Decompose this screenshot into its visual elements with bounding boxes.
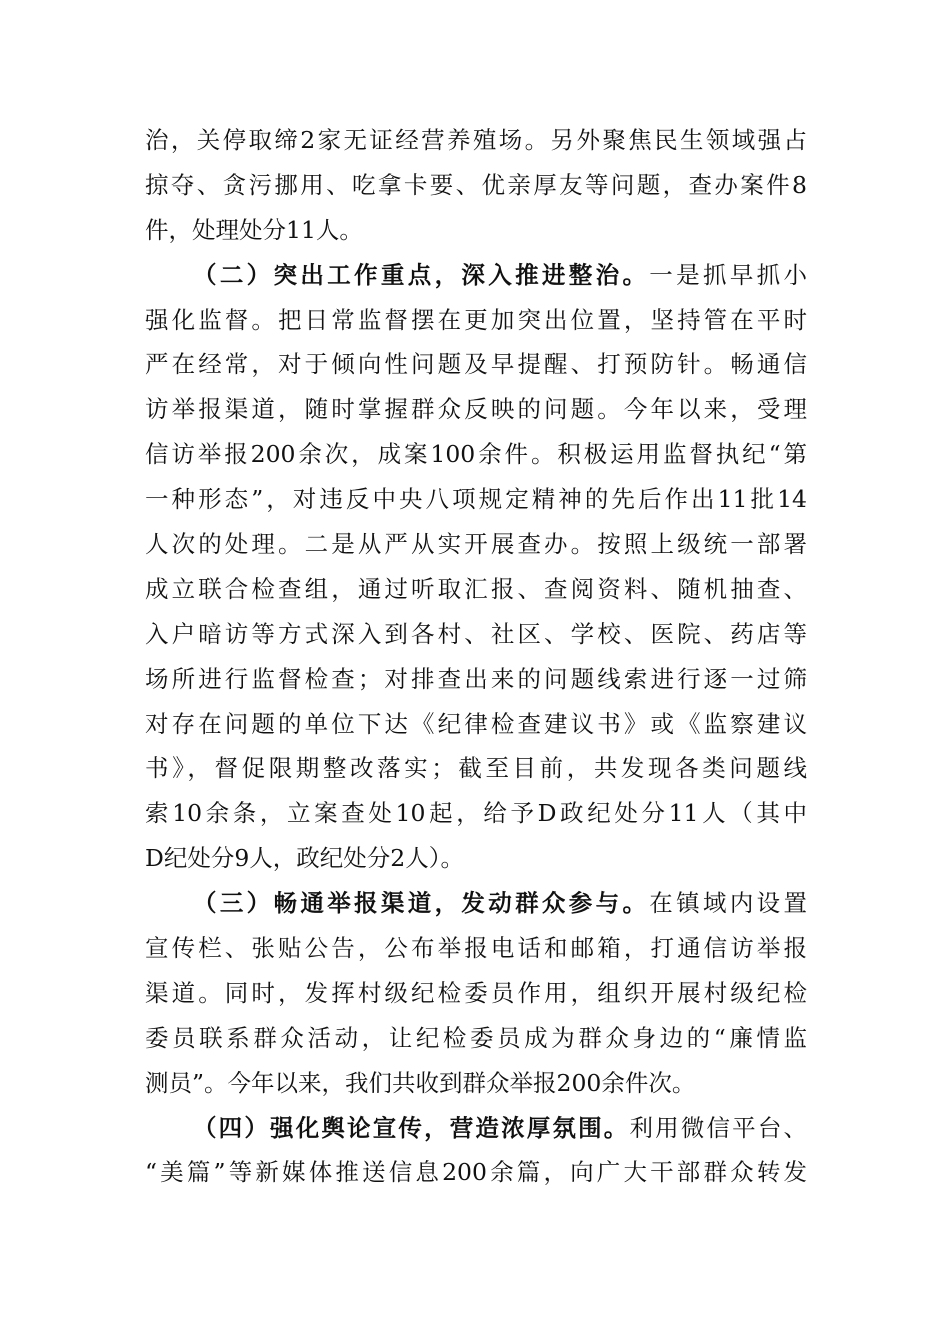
- line-text: 成立联合检查组，通过听取汇报、查阅资料、随机抽查、: [145, 574, 807, 603]
- section-heading: （三）畅通举报渠道，发动群众参与。: [193, 889, 650, 918]
- line-text: 治，关停取缔2家无证经营养殖场。另外聚焦民生领域强占: [145, 126, 807, 154]
- text-line: [145, 387, 807, 432]
- line-text: 委员联系群众活动，让纪检委员成为群众身边的“廉情监: [145, 1023, 807, 1052]
- line-text: 索10余条，立案查处10起，给予D政纪处分11人（其中: [145, 799, 807, 828]
- document-body: [145, 118, 807, 1195]
- line-text: 入户暗访等方式深入到各村、社区、学校、医院、药店等: [145, 619, 807, 648]
- paragraph-heading-line: [145, 1106, 807, 1151]
- line-text: 场所进行监督检查；对排查出来的问题线索进行逐一过筛: [145, 664, 807, 693]
- line-text: 严在经常，对于倾向性问题及早提醒、打预防针。畅通信: [145, 350, 807, 379]
- line-text: 强化监督。把日常监督摆在更加突出位置，坚持管在平时: [145, 305, 807, 334]
- text-line: [145, 208, 807, 253]
- text-line: [145, 926, 807, 971]
- line-text: 一种形态”，对违反中央八项规定精神的先后作出11批14: [145, 485, 807, 514]
- paragraph-heading-line: [145, 881, 807, 926]
- line-text: 访举报渠道，随时掌握群众反映的问题。今年以来，受理: [145, 395, 807, 424]
- paragraph-heading-line: [145, 253, 807, 298]
- text-line: [145, 522, 807, 567]
- text-line: [145, 1061, 807, 1106]
- text-line: [145, 971, 807, 1016]
- text-line: [145, 477, 807, 522]
- line-text: 书》，督促限期整改落实；截至目前，共发现各类问题线: [145, 754, 807, 783]
- text-line: [145, 163, 807, 208]
- line-text: 测员”。今年以来，我们共收到群众举报200余件次。: [145, 1068, 696, 1097]
- line-text: 渠道。同时，发挥村级纪检委员作用，组织开展村级纪检: [145, 978, 807, 1007]
- text-line: [145, 791, 807, 836]
- text-line: [145, 836, 807, 881]
- line-text: 一是抓早抓小: [649, 260, 808, 289]
- text-line: [145, 1150, 807, 1195]
- text-line: [145, 746, 807, 791]
- text-line: [145, 118, 807, 163]
- line-text: 掠夺、贪污挪用、吃拿卡要、优亲厚友等问题，查办案件8: [145, 170, 807, 199]
- text-line: [145, 657, 807, 702]
- line-text: 利用微信平台、: [629, 1113, 808, 1142]
- text-line: [145, 702, 807, 747]
- text-line: [145, 298, 807, 343]
- text-line: [145, 567, 807, 612]
- text-line: [145, 1016, 807, 1061]
- section-heading: （二）突出工作重点，深入推进整治。: [193, 260, 650, 289]
- line-text: 对存在问题的单位下达《纪律检查建议书》或《监察建议: [145, 709, 807, 738]
- text-line: [145, 612, 807, 657]
- line-text: 件，处理处分11人。: [145, 215, 363, 244]
- text-line: [145, 342, 807, 387]
- line-text: 宣传栏、张贴公告，公布举报电话和邮箱，打通信访举报: [145, 934, 807, 963]
- text-line: [145, 432, 807, 477]
- line-text: 信访举报200余次，成案100余件。积极运用监督执纪“第: [145, 440, 807, 469]
- section-heading: （四）强化舆论宣传，营造浓厚氛围。: [193, 1113, 630, 1142]
- line-text: 在镇域内设置: [649, 889, 808, 918]
- line-text: “美篇”等新媒体推送信息200余篇，向广大干部群众转发: [145, 1158, 807, 1187]
- line-text: D纪处分9人，政纪处分2人）。: [145, 844, 464, 873]
- line-text: 人次的处理。二是从严从实开展查办。按照上级统一部署: [145, 530, 807, 559]
